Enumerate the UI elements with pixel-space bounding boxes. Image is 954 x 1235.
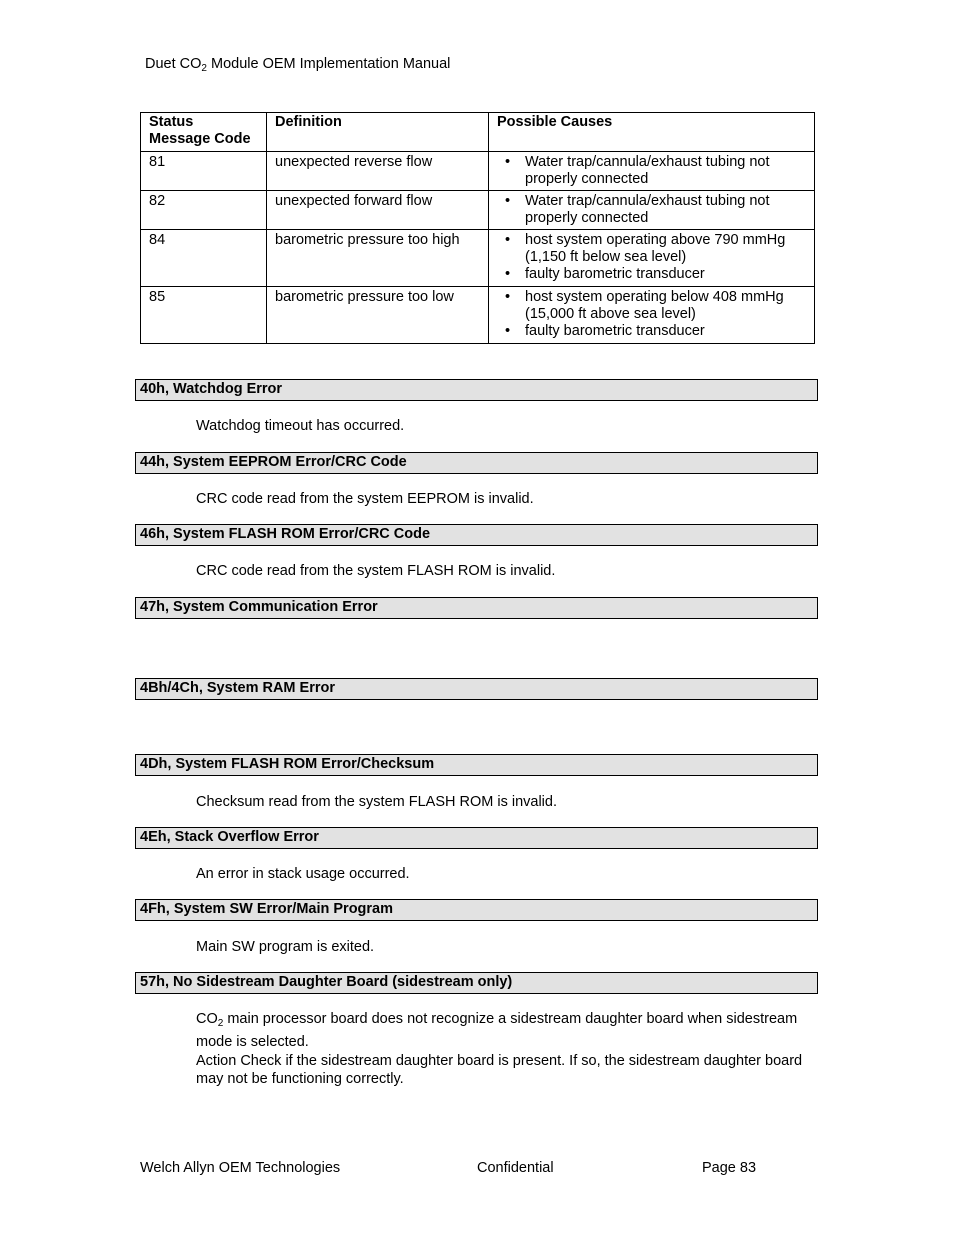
section-heading-47h: 47h, System Communication Error: [135, 597, 818, 619]
status-definition: unexpected reverse flow: [267, 152, 489, 191]
status-definition: barometric pressure too high: [267, 230, 489, 287]
table-header-row: [141, 113, 815, 152]
section-heading-44h: 44h, System EEPROM Error/CRC Code: [135, 452, 818, 474]
section-text-40h: Watchdog timeout has occurred.: [196, 418, 405, 434]
section-heading-4eh: 4Eh, Stack Overflow Error: [135, 827, 818, 849]
page-header: Duet $CO_2$ Module OEM Implementation Manual: [145, 56, 451, 74]
status-definition: unexpected forward flow: [267, 191, 489, 230]
cause-item: • host system operating below 408 mmHg (15,000 ft above sea level): [525, 289, 808, 323]
table-row: [141, 191, 815, 230]
column-header-code: Status Message Code: [141, 113, 267, 152]
section-text-57h: $CO_2$ main processor board does not recognize a sidestream daughter board when sidestream mode is selected.: [196, 1011, 798, 1050]
column-header-definition: Definition: [267, 113, 489, 152]
section-text-44h: CRC code read from the system EEPROM is invalid.: [196, 491, 534, 507]
section-heading-57h: 57h, No Sidestream Daughter Board (sidestream only): [135, 972, 818, 994]
section-heading-40h: 40h, Watchdog Error: [135, 379, 818, 401]
table-row: [141, 230, 815, 287]
section-text-46h: CRC code read from the system FLASH ROM is invalid.: [196, 563, 556, 579]
status-code: 84: [141, 230, 267, 287]
status-code: 82: [141, 191, 267, 230]
section-text-4eh: An error in stack usage occurred.: [196, 866, 410, 882]
status-message-table: [140, 112, 815, 344]
section-heading-4fh: 4Fh, System SW Error/Main Program: [135, 899, 818, 921]
table-row: [141, 287, 815, 344]
possible-causes: [489, 287, 815, 344]
status-code: 81: [141, 152, 267, 191]
status-code: 85: [141, 287, 267, 344]
footer-confidential: Confidential: [477, 1160, 554, 1176]
cause-item: • faulty barometric transducer: [525, 266, 808, 283]
cause-item: • Water trap/cannula/exhaust tubing not properly connected: [525, 193, 808, 227]
section-heading-46h: 46h, System FLASH ROM Error/CRC Code: [135, 524, 818, 546]
table-row: [141, 152, 815, 191]
section-heading-4dh: 4Dh, System FLASH ROM Error/Checksum: [135, 754, 818, 776]
column-header-causes: Possible Causes: [489, 113, 815, 152]
section-action-57h: Action Check if the sidestream daughter board is present. If so, the sidestream daughter board may not be functioning correctly.: [196, 1053, 803, 1087]
cause-item: • Water trap/cannula/exhaust tubing not properly connected: [525, 154, 808, 188]
footer-page-number: Page 83: [702, 1160, 757, 1176]
section-text-4fh: Main SW program is exited.: [196, 939, 375, 955]
possible-causes: [489, 191, 815, 230]
footer-company: Welch Allyn OEM Technologies: [140, 1160, 341, 1176]
status-definition: barometric pressure too low: [267, 287, 489, 344]
possible-causes: [489, 230, 815, 287]
cause-item: • faulty barometric transducer: [525, 323, 808, 340]
section-text-4dh: Checksum read from the system FLASH ROM is invalid.: [196, 794, 557, 810]
possible-causes: [489, 152, 815, 191]
section-heading-4bh: 4Bh/4Ch, System RAM Error: [135, 678, 818, 700]
cause-item: • host system operating above 790 mmHg (1,150 ft below sea level): [525, 232, 808, 266]
